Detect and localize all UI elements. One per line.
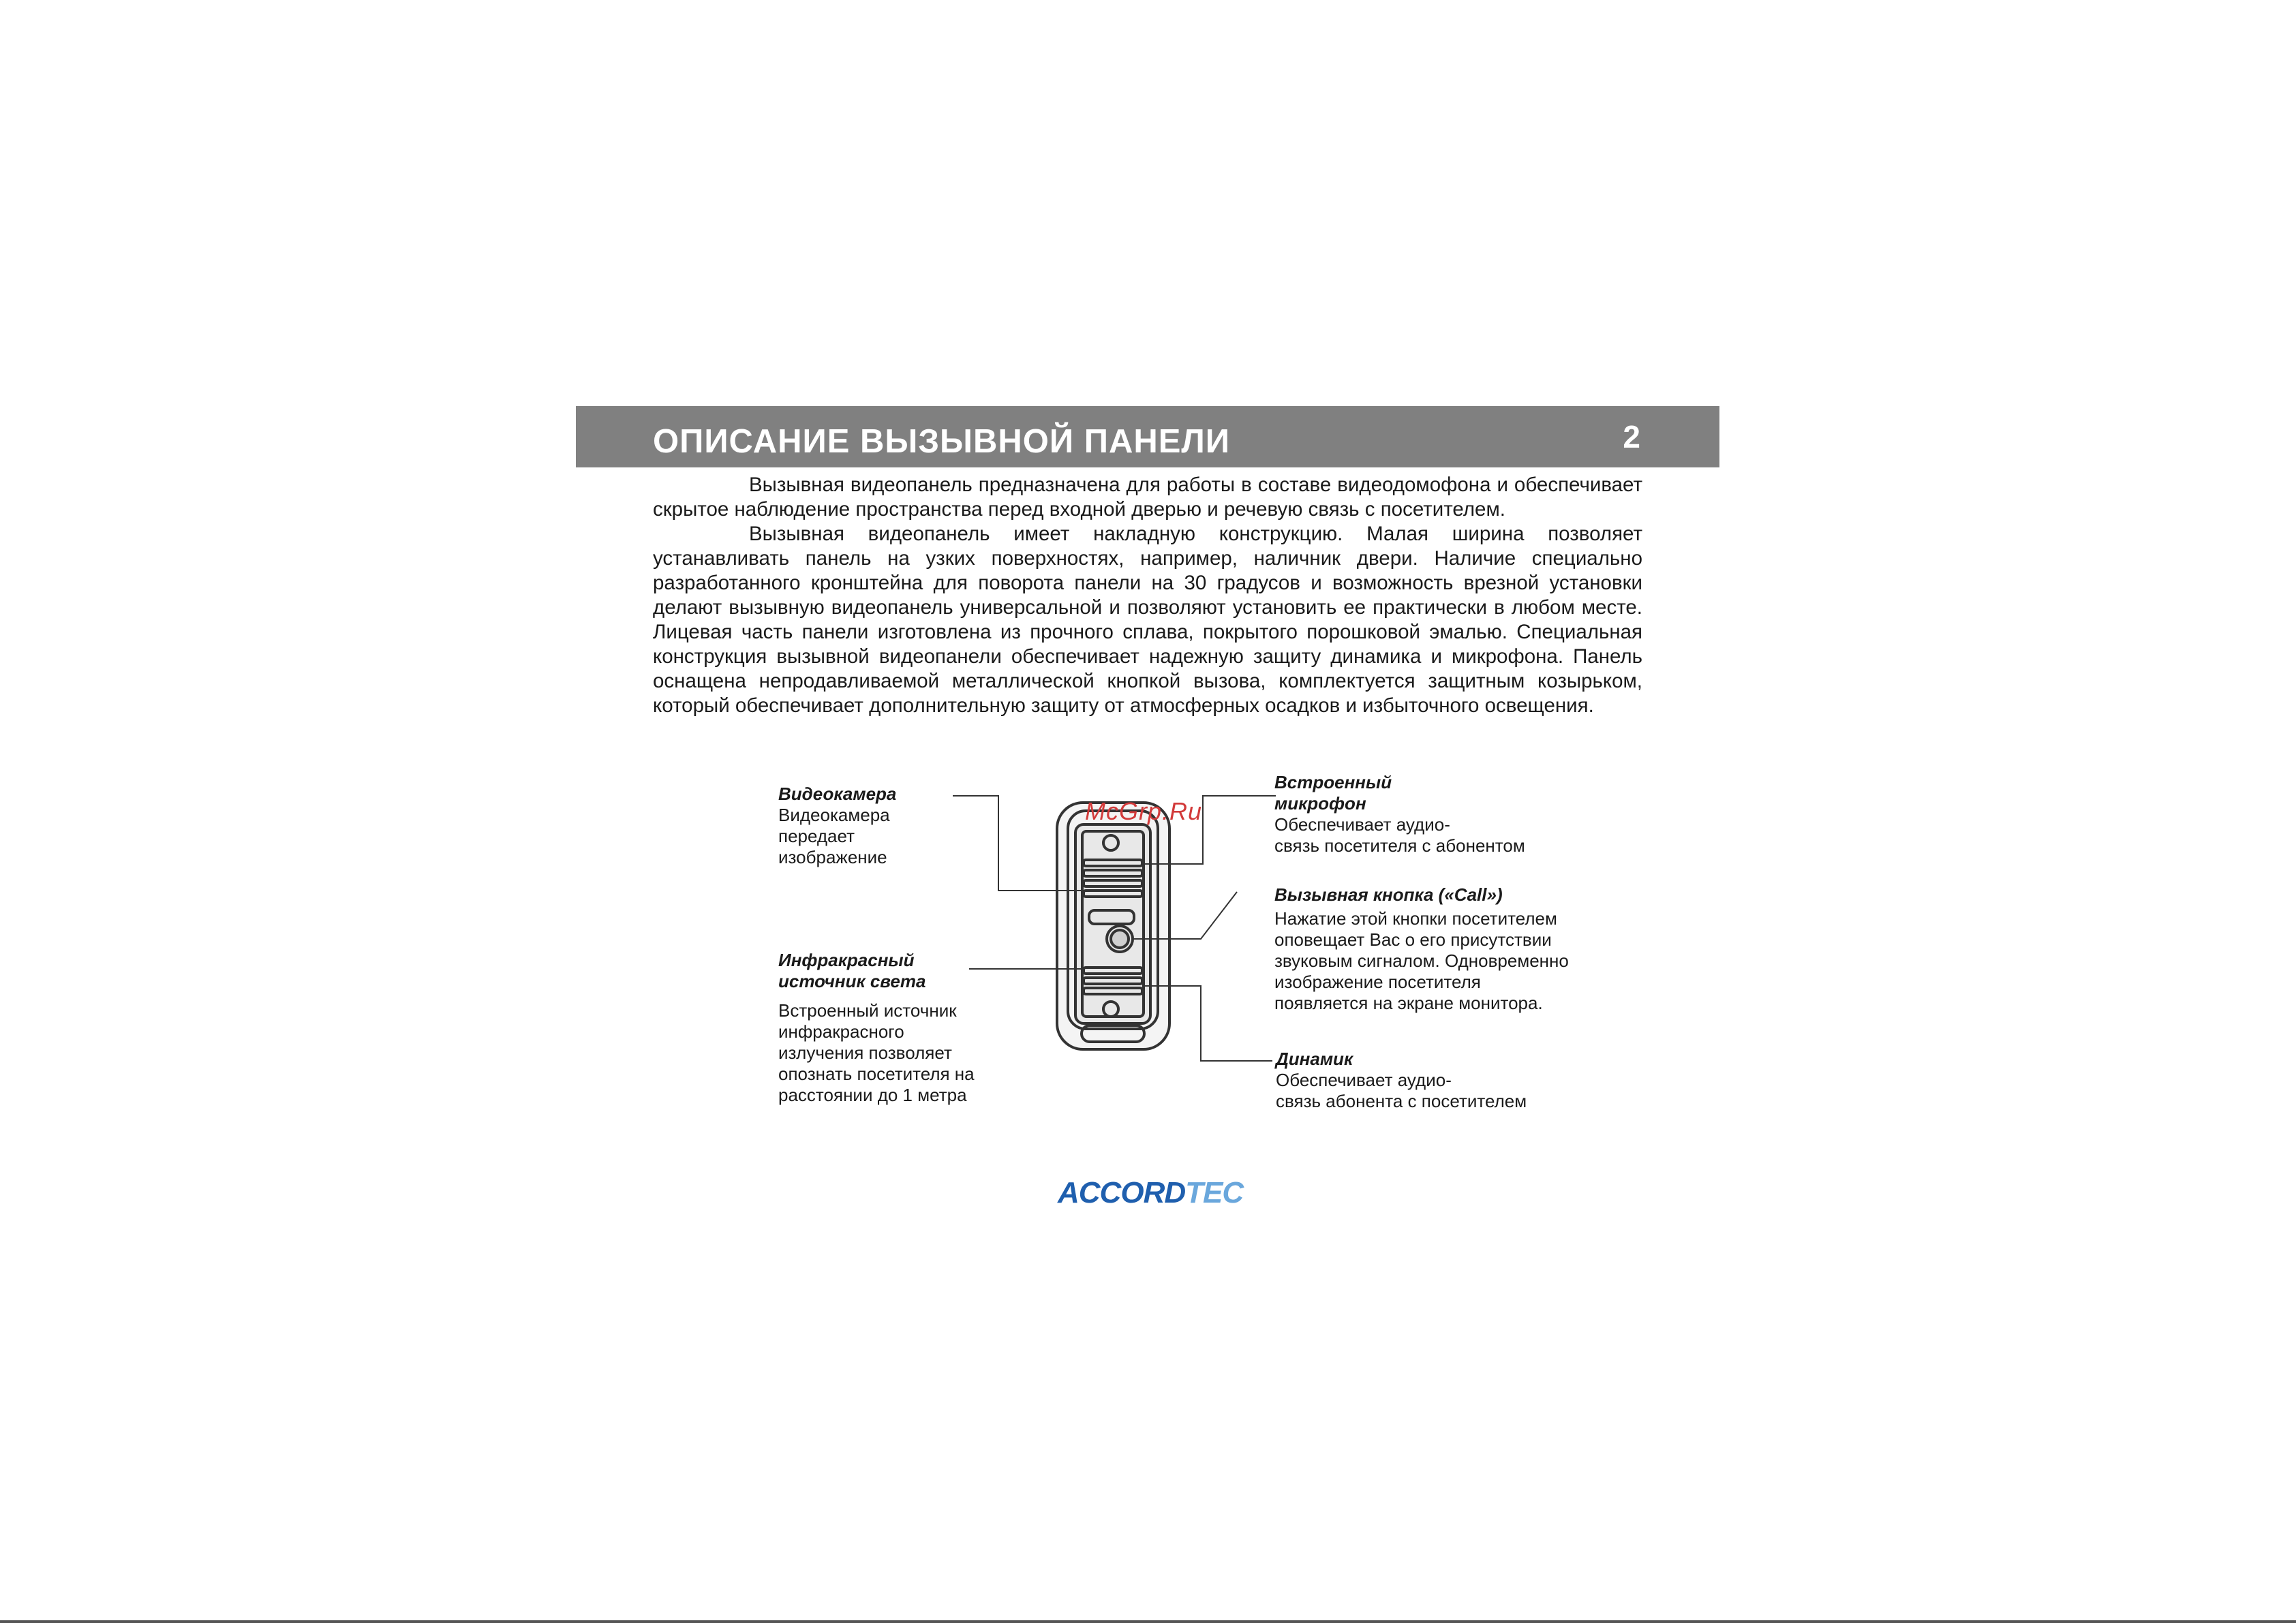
- paragraph: Вызывная видеопанель имеет накладную конструкцию. Малая ширина позволяет устанавливать панель на узких поверхностях, например, наличник двери. Наличие специально разработанного кронштейна для поворота панели на 30 градусов и возможность врезной установки делают вызывную видеопанель универсальной и позволяют установить ее практически в любом месте. Лицевая часть панели изготовлена из прочного сплава, покрытого порошковой эмалью. Специальная конструкция вызывной видеопанели обеспечивает надежную защиту динамика и микрофона. Панель оснащена непродавливаемой металлической кнопкой вызова, комплектуется защитным козырьком, который обеспечивает дополнительную защиту от атмосферных осадков и избыточного освещения.: [653, 523, 1642, 717]
- callout-speaker: Динамик Обеспечивает аудио- связь абонента с посетителем: [1276, 1049, 1527, 1111]
- callout-title: Видеокамера: [778, 784, 897, 804]
- callout-call-button: Вызывная кнопка («Call») Нажатие этой кнопки посетителем оповещает Вас о его присутствии звуковым сигналом. Одновременно изображение посетителя появляется на экране монитора.: [1274, 884, 1569, 1013]
- watermark: McGrp.Ru: [1085, 797, 1203, 825]
- callout-microphone: Встроенный микрофон Обеспечивает аудио- связь посетителя с абонентом: [1274, 772, 1525, 856]
- call-panel-illustration: [1057, 803, 1169, 1049]
- page-title: ОПИСАНИЕ ВЫЗЫВНОЙ ПАНЕЛИ: [653, 423, 1231, 460]
- bottom-divider: [0, 1620, 2296, 1623]
- page-number: 2: [1623, 419, 1640, 454]
- accordtec-logo: ACCORDTEC: [1058, 1176, 1244, 1209]
- callout-ir-light: Инфракрасный источник света Встроенный источник инфракрасного излучения позволяет опознать посетителя на расстоянии до 1 метра: [778, 950, 975, 1105]
- callout-camera: Видеокамера Видеокамера передает изображение: [778, 784, 897, 867]
- logo-mark-icon: O: [1120, 1176, 1144, 1209]
- paragraph: Вызывная видеопанель предназначена для работы в составе видеодомофона и обеспечивает скрытое наблюдение пространства перед входной дверью и речевую связь с посетителем.: [653, 474, 1642, 521]
